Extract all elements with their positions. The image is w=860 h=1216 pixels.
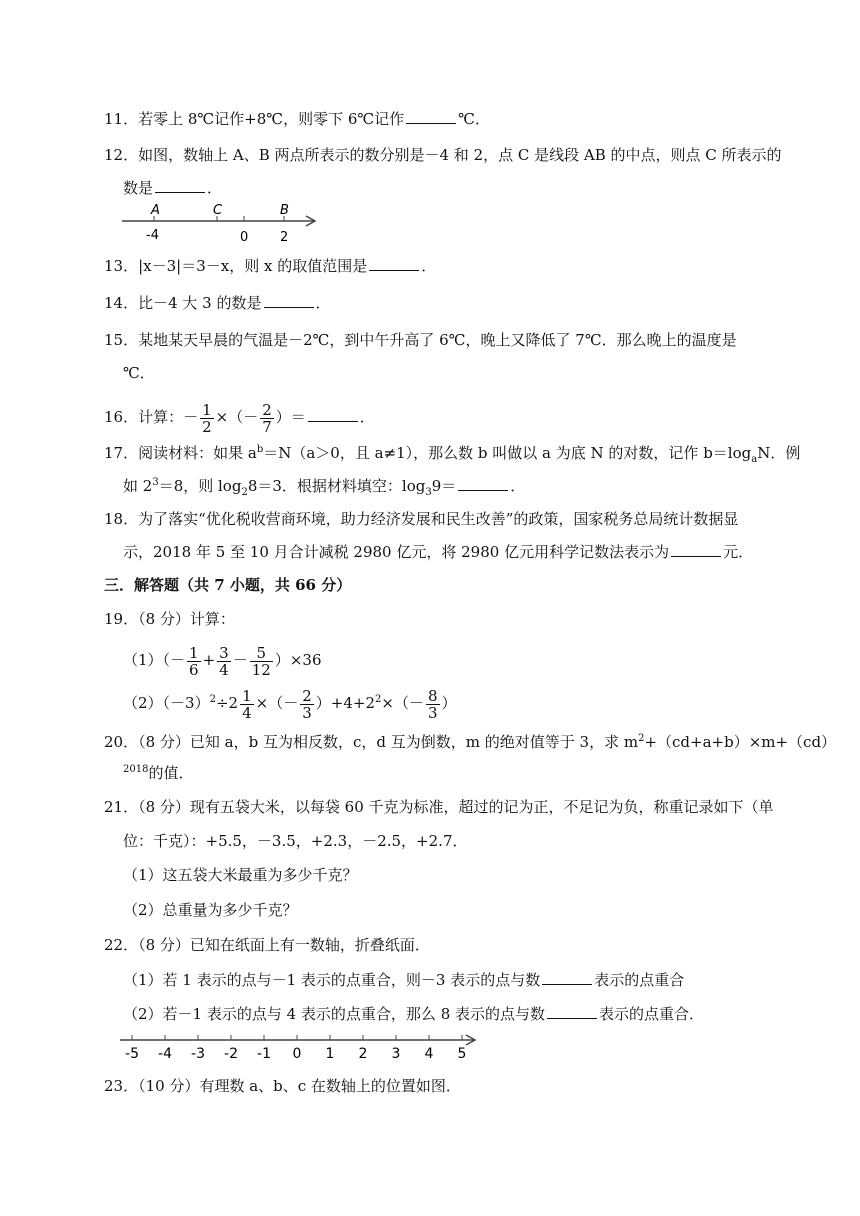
question-22-sub2 [123, 1004, 704, 1024]
tick-label: -2 [224, 1046, 238, 1062]
question-17 [104, 440, 800, 470]
question-text: （2）（－3） [123, 694, 210, 712]
denominator: 3 [302, 703, 312, 722]
question-14 [104, 293, 331, 313]
question-12-line2 [123, 178, 222, 198]
question-text: |x－3|＝3－x，则 x 的取值范围是 [138, 257, 368, 275]
question-text: 数是 [123, 179, 154, 197]
answer-blank[interactable] [671, 542, 721, 557]
denominator: 4 [219, 660, 229, 679]
tick-label-0: 0 [240, 230, 249, 245]
question-text: ＝8，则 log [158, 477, 242, 495]
question-text: （8 分）计算： [138, 610, 235, 628]
question-15 [104, 330, 737, 350]
question-19 [104, 609, 235, 629]
denominator: 4 [242, 703, 252, 722]
answer-blank[interactable] [155, 178, 205, 193]
question-text: ℃． [458, 110, 490, 128]
question-text: ℃． [123, 364, 155, 382]
question-number: 16． [104, 408, 139, 426]
denominator: 12 [251, 660, 271, 679]
numerator: 1 [202, 400, 212, 419]
answer-blank[interactable] [406, 109, 456, 124]
superscript: 2018 [123, 764, 149, 775]
question-text: ×（－ [255, 694, 299, 712]
fraction [426, 688, 440, 721]
question-text: 某地某天早晨的气温是－2℃，到中午升高了 6℃，晚上又降低了 7℃．那么晚上的温度是 [138, 331, 737, 349]
question-text: （10 分）有理数 a、b、c 在数轴上的位置如图． [138, 1077, 461, 1095]
question-12 [104, 145, 782, 165]
answer-blank[interactable] [542, 970, 592, 985]
question-number: 17． [104, 444, 139, 462]
tick-label-2: 2 [280, 230, 289, 245]
question-text: 计算：－ [138, 408, 199, 426]
question-16 [104, 396, 375, 438]
tick-label: -5 [125, 1046, 139, 1062]
question-text: － [232, 651, 248, 669]
question-text: 8＝3．根据材料填空：log [247, 477, 426, 495]
question-text: 为了落实“优化税收营商环境，助力经济发展和民生改善”的政策，国家税务总局统计数据显 [138, 510, 739, 528]
question-text: 如 2 [123, 477, 153, 495]
question-number: 13． [104, 257, 139, 275]
question-number: 21． [104, 798, 139, 816]
tick-label: 4 [424, 1046, 434, 1062]
answer-blank[interactable] [458, 476, 508, 491]
question-22-sub1 [123, 970, 684, 990]
answer-blank[interactable] [308, 407, 358, 422]
numerator: 3 [219, 643, 229, 662]
question-text: （1）（－ [123, 651, 186, 669]
question-text: ）×36 [274, 651, 322, 669]
label-b: B [280, 203, 289, 218]
question-20-line2 [123, 760, 193, 783]
question-text: ＝N（a＞0，且 a≠1），那么数 b 叫做以 a 为底 N 的对数，记作 b＝log [263, 444, 752, 462]
question-text: （8 分）已知在纸面上有一数轴，折叠纸面． [138, 936, 430, 954]
fraction [240, 688, 254, 721]
question-text: 如图，数轴上 A、B 两点所表示的数分别是－4 和 2，点 C 是线段 AB 的中点，则点 C 所表示的 [138, 146, 782, 164]
fraction [300, 688, 314, 721]
question-13 [104, 256, 436, 276]
denominator: 3 [427, 703, 438, 722]
question-text: ． [510, 477, 526, 495]
superscript: 3 [152, 477, 159, 488]
question-text: ） [441, 694, 457, 712]
question-text: ÷2 [215, 694, 239, 712]
question-text: 若零上 8℃记作+8℃，则零下 6℃记作 [138, 110, 405, 128]
question-text: 的值． [148, 764, 194, 782]
tick-label: -3 [191, 1046, 205, 1062]
tick-label: 2 [358, 1046, 368, 1062]
question-15-line2 [123, 363, 155, 383]
question-text: N．例 [757, 444, 801, 462]
tick-label: -1 [257, 1046, 271, 1062]
fraction [187, 645, 201, 678]
numerator: 1 [189, 643, 199, 662]
question-18-line2 [123, 542, 753, 562]
question-22 [104, 935, 430, 955]
question-21-sub1: （1）这五袋大米最重为多少千克？ [123, 866, 358, 884]
question-text: +（cd+a+b）×m+（cd） [644, 733, 837, 751]
fraction [260, 402, 274, 435]
denominator: 6 [189, 660, 199, 679]
question-text: 元． [723, 543, 754, 561]
question-text: （8 分）现有五袋大米，以每袋 60 千克为标准，超过的记为正，不足记为负，称重记录如下（单 [138, 798, 774, 816]
denominator: 7 [262, 417, 272, 436]
question-11 [104, 109, 490, 129]
subscript: a [751, 454, 758, 465]
tick-label-neg4: -4 [146, 228, 159, 243]
question-19-part1 [123, 640, 321, 680]
section-heading: 三．解答题（共 7 小题，共 66 分） [104, 576, 352, 594]
question-number: 18． [104, 510, 139, 528]
question-number: 22． [104, 936, 139, 954]
question-text: 表示的点重合． [599, 1005, 705, 1023]
number-line-q22 [116, 1032, 482, 1064]
question-text: ． [315, 294, 331, 312]
question-text: ． [207, 179, 223, 197]
label-c: C [213, 203, 223, 218]
question-text: ×（－ [381, 694, 424, 712]
denominator: 2 [202, 417, 212, 436]
question-number: 20． [104, 733, 139, 751]
question-23 [104, 1076, 461, 1096]
question-text: 比－4 大 3 的数是 [138, 294, 262, 312]
numerator: 8 [427, 686, 438, 705]
superscript: 2 [638, 733, 645, 744]
question-20 [104, 729, 836, 752]
tick-label: 3 [391, 1046, 401, 1062]
answer-blank[interactable] [264, 293, 314, 308]
answer-blank[interactable] [369, 256, 419, 271]
question-21-line2: 位：千克）：+5.5，－3.5，+2.3，－2.5，+2.7． [123, 832, 468, 850]
question-18 [104, 509, 738, 529]
question-text: ×（－ [215, 408, 259, 426]
tick-label: 1 [325, 1046, 335, 1062]
tick-label: -4 [158, 1046, 172, 1062]
fraction [200, 402, 214, 435]
question-text: ． [421, 257, 437, 275]
superscript: 2 [375, 694, 382, 705]
superscript: 2 [209, 694, 216, 705]
subscript: 2 [241, 487, 248, 498]
subscript: 3 [425, 487, 432, 498]
numerator: 5 [250, 645, 273, 662]
question-text: ． [359, 408, 375, 426]
label-a: A [151, 203, 160, 218]
question-text: ）＝ [275, 408, 306, 426]
question-number: 15． [104, 331, 139, 349]
question-text: 示，2018 年 5 至 10 月合计减税 2980 亿元，将 2980 亿元用科学记数法表示为 [123, 543, 670, 561]
numerator: 2 [262, 400, 272, 419]
tick-label: 5 [457, 1046, 467, 1062]
question-21-sub2: （2）总重量为多少千克？ [123, 901, 298, 919]
question-number: 11． [104, 110, 139, 128]
question-text: （2）若－1 表示的点与 4 表示的点重合，那么 8 表示的点与数 [123, 1005, 546, 1023]
superscript: b [256, 444, 264, 455]
tick-label: 0 [292, 1046, 302, 1062]
fraction [250, 645, 273, 678]
number-line-q12 [118, 203, 323, 245]
question-number: 23． [104, 1077, 139, 1095]
question-text: （1）若 1 表示的点与－1 表示的点重合，则－3 表示的点与数 [123, 971, 541, 989]
question-21 [104, 797, 774, 817]
question-text: 9＝ [431, 477, 457, 495]
question-text: （8 分）已知 a，b 互为相反数，c，d 互为倒数，m 的绝对值等于 3，求 m [138, 733, 639, 751]
answer-blank[interactable] [547, 1004, 597, 1019]
question-text: 表示的点重合 [594, 971, 685, 989]
question-text: 阅读材料：如果 a [138, 444, 257, 462]
question-number: 19． [104, 610, 139, 628]
question-number: 12． [104, 146, 139, 164]
fraction [217, 645, 231, 678]
question-text: + [202, 651, 216, 669]
numerator: 1 [242, 686, 252, 705]
question-text: ）+4+2 [315, 694, 375, 712]
numerator: 2 [302, 686, 312, 705]
question-19-part2 [123, 680, 457, 723]
question-number: 14． [104, 294, 139, 312]
question-17-line2 [123, 473, 525, 503]
